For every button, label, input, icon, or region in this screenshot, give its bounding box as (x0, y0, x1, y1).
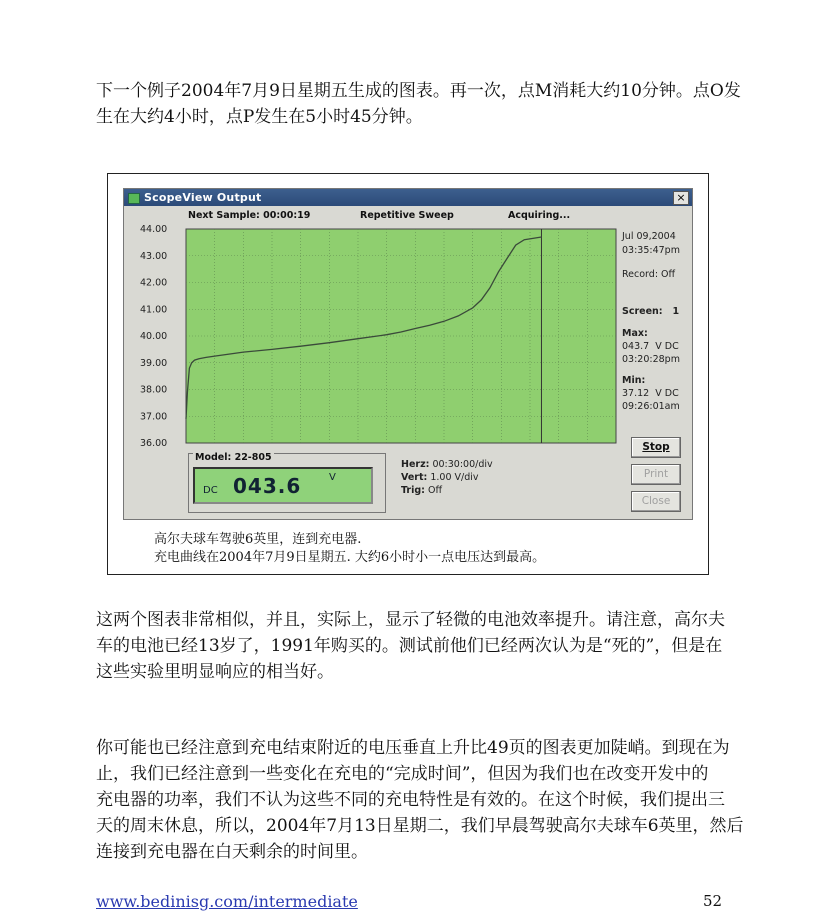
intro-line-2: 生在大约4小时，点P发生在5小时45分钟。 (96, 107, 423, 127)
meter-mode: DC (203, 485, 218, 496)
y-tick-label: 43.00 (140, 250, 168, 262)
scopeview-window (123, 188, 693, 520)
horz-value: 00:30:00/div (432, 459, 493, 470)
intro-line-1: 下一个例子2004年7月9日星期五生成的图表。再一次，点M消耗大约10分钟。点O发 (96, 81, 741, 101)
vert-setting (401, 472, 479, 483)
max-value: 043.7 V DC (622, 341, 679, 352)
para3-line-1: 你可能也已经注意到充电结束附近的电压垂直上升比49页的图表更加陡峭。到现在为 (96, 738, 730, 758)
stop-button[interactable]: Stop (631, 437, 681, 458)
print-button[interactable]: Print (631, 464, 681, 485)
y-axis-ticks (140, 224, 167, 449)
vert-label: Vert: (401, 472, 428, 483)
meter-model-label: Model: 22-805 (195, 452, 272, 463)
y-tick-label: 36.00 (140, 438, 168, 449)
footer-link[interactable]: www.bedinisg.com/intermediate (96, 892, 358, 911)
plot-area (186, 229, 616, 443)
para3-line-5: 连接到充电器在白天剩余的时间里。 (96, 842, 368, 862)
y-tick-label: 40.00 (140, 331, 168, 342)
close-icon[interactable]: × (673, 191, 689, 205)
para3-line-2: 止，我们已经注意到一些变化在充电的“完成时间”，但因为我们也在改变开发中的 (96, 764, 709, 784)
vert-value: 1.00 V/div (430, 472, 479, 483)
max-label: Max: (622, 328, 648, 339)
chart-time: 03:35:47pm (622, 245, 680, 256)
para3-line-4: 天的周末休息，所以，2004年7月13日星期二，我们早晨驾驶高尔夫球车6英里，然后 (96, 816, 744, 836)
close-button[interactable]: Close (631, 491, 681, 512)
voltage-chart (124, 189, 692, 451)
trig-setting (401, 485, 442, 496)
para3-line-3: 充电器的功率，我们不认为这些不同的充电特性是有效的。在这个时候，我们提出三 (96, 790, 725, 810)
para2-line-2: 车的电池已经13岁了，1991年购买的。测试前他们已经两次认为是“死的”，但是在 (96, 636, 723, 656)
y-tick-label: 38.00 (140, 384, 168, 396)
intro-paragraph (96, 78, 796, 130)
y-tick-label: 41.00 (140, 304, 168, 316)
window-title: ScopeView Output (144, 191, 262, 204)
caption-line-2: 充电曲线在2004年7月9日星期五. 大约6小时小一点电压达到最高。 (154, 550, 546, 565)
y-tick-label: 39.00 (140, 357, 168, 369)
min-time: 09:26:01am (622, 401, 680, 412)
chart-date: Jul 09,2004 (622, 231, 676, 242)
min-value: 37.12 V DC (622, 388, 679, 399)
screen-number: Screen: 1 (622, 306, 680, 317)
sweep-mode-status: Repetitive Sweep (360, 210, 454, 221)
para2-line-3: 这些实验里明显响应的相当好。 (96, 662, 334, 682)
meter-panel (188, 453, 386, 513)
caption-line-1: 高尔夫球车驾驶6英里，连到充电器. (154, 532, 362, 547)
next-sample-status: Next Sample: 00:00:19 (188, 210, 311, 221)
meter-reading: 043.6 (233, 474, 302, 498)
y-tick-label: 37.00 (140, 411, 168, 423)
min-label: Min: (622, 375, 646, 386)
page-number: 52 (703, 892, 723, 910)
record-status: Record: Off (622, 269, 676, 280)
trig-label: Trig: (401, 485, 425, 496)
y-tick-label: 42.00 (140, 277, 168, 289)
meter-unit: V (329, 472, 336, 483)
paragraph-2 (96, 607, 796, 685)
para2-line-1: 这两个图表非常相似，并且，实际上，显示了轻微的电池效率提升。请注意，高尔夫 (96, 610, 725, 630)
meter-display (193, 467, 373, 504)
trig-value: Off (428, 485, 443, 496)
max-time: 03:20:28pm (622, 354, 680, 365)
horz-setting (401, 459, 493, 470)
acquiring-status: Acquiring... (508, 210, 571, 221)
y-tick-label: 44.00 (140, 224, 168, 235)
horz-label: Herz: (401, 459, 430, 470)
paragraph-3 (96, 735, 796, 865)
